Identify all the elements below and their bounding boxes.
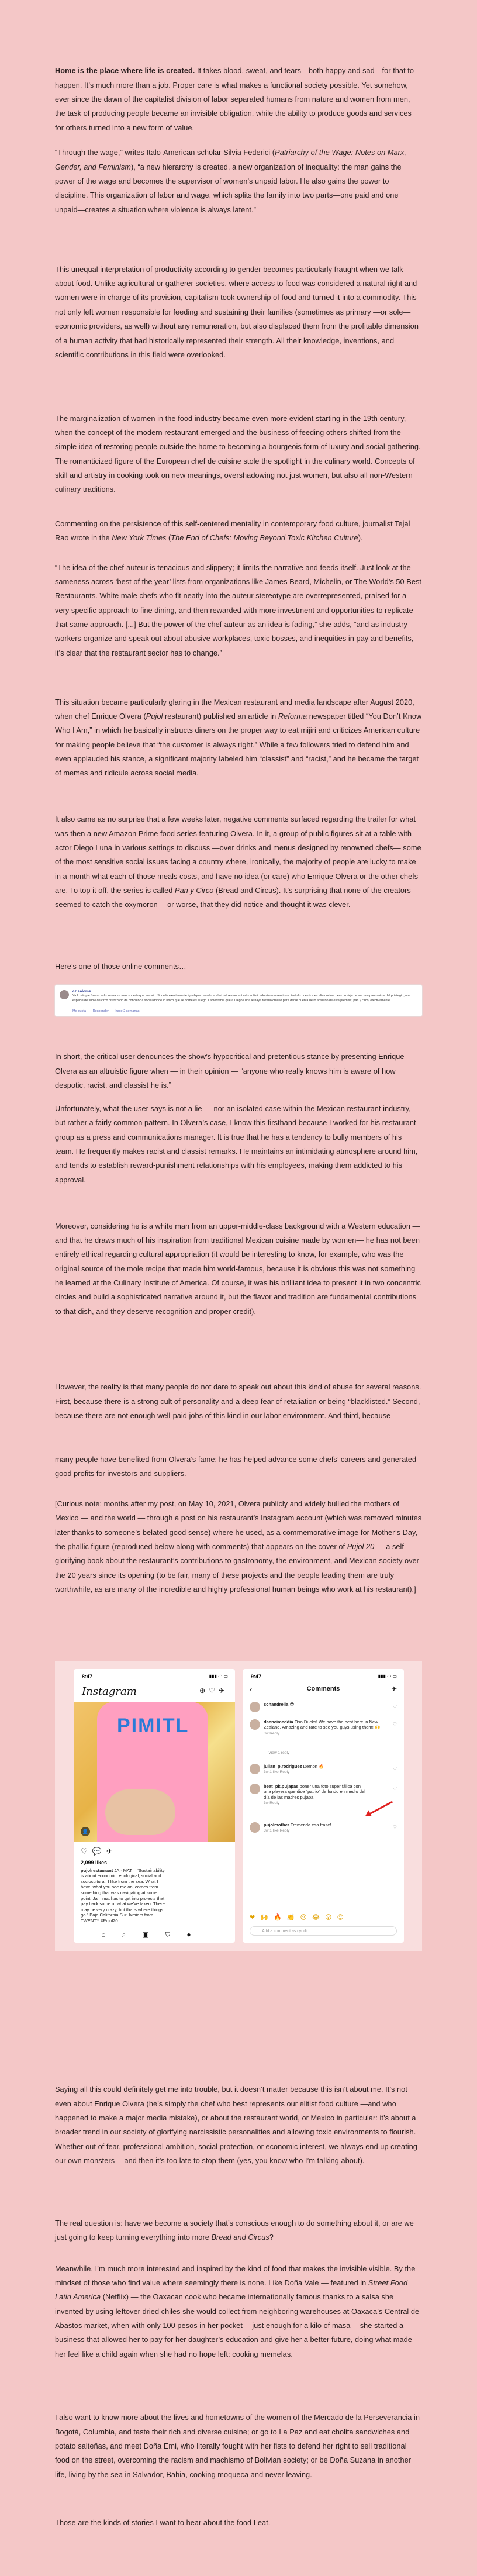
paragraph-critical-user: In short, the critical user denounces the show’s hypocritical and pretentious stance by presenting Enrique Olvera as an altruistic figure when — in their opinion — “anyone who really knows him is aware of how despotic, racist, and classist he is.” — [55, 1052, 405, 1089]
paragraph-real-question: The real question is: have we become a society that’s conscious enough to do something about it, or are we just going to keep turning everything into more Bread and Circus? — [55, 2218, 414, 2242]
avatar — [250, 1764, 260, 1774]
search-icon[interactable]: ⌕ — [122, 1930, 143, 1939]
reply-link[interactable]: Responder — [92, 1009, 109, 1013]
red-arrow-annotation — [367, 1801, 393, 1815]
header-icons — [199, 1687, 228, 1695]
comments-title: Comments — [306, 1685, 340, 1692]
avatar — [250, 1719, 260, 1730]
comment-username[interactable]: beat_pk.pujapas — [264, 1783, 299, 1789]
comment-username[interactable]: julian_p.rodriguez — [264, 1763, 302, 1769]
comment-username: cz.salome — [72, 989, 91, 994]
paragraph-comment-intro: Here’s one of those online comments… — [55, 962, 186, 971]
profile-icon[interactable]: ● — [186, 1930, 208, 1939]
comment-username[interactable]: schandrella — [264, 1701, 289, 1707]
comment-meta: 3w Reply — [264, 1731, 280, 1736]
instagram-logo: Instagram — [82, 1685, 137, 1698]
avatar — [60, 990, 69, 999]
avatar — [250, 1784, 260, 1794]
like-count: 2,099 likes — [81, 1859, 108, 1865]
lead-sentence: Home is the place where life is created. — [55, 66, 195, 75]
comment-meta: 3w 1 like Reply — [264, 1829, 290, 1833]
comment-like-icon[interactable]: ♡ — [392, 1721, 397, 1727]
paragraph-food-productivity: This unequal interpretation of productivity according to gender becomes particularly fraught when we talk about food. Unlike agricultural or gatherer societies, where access to food was considered a natural right and women were in charge of its provision, capitalism took ownership of food and turned it into a commodity. This not only left women responsible for feeding and sustaining their families (sometimes as primary —or sole— economic providers, as well) without any remuneration, but also displaced them from the profitable dimension of a human activity that had historically represented their strength. All their knowledge, inventions, and scientific contributions in this field were overlooked. — [55, 264, 419, 359]
bottom-nav — [74, 1926, 235, 1943]
comment-like-icon[interactable]: ♡ — [392, 1785, 397, 1791]
paragraph-federici-quote: “Through the wage,” writes Italo-American scholar Silvia Federici (Patriarchy of the Wage: Notes on Marx, Gender, and Feminism), “a new hierarchy is created, a new organization of inequality: the man gains the power of the wage and becomes the supervisor of women’s unpaid labor. He also gains the power to discipline. This organization of labor and wage, which splits the family into two parts—one paid and one unpaid—creates a situation where violence is always latent.” — [55, 148, 406, 214]
share-icon[interactable]: ✈ — [106, 1846, 117, 1856]
paragraph-intro: Home is the place where life is created. It takes blood, sweat, and tears—both happy and sad—for that to happen. It’s much more than a job. Proper care is what makes a functional society possible. Yet somehow, ever since the dawn of the capitalist division of labor separated humans from nature and women from men, the task of producing people became an invisible obligation, while the ability to produce goods and services for others turned into a new form of value. — [55, 66, 414, 132]
like-icon[interactable]: ♡ — [81, 1846, 92, 1856]
messenger-icon[interactable]: ✈ — [218, 1686, 228, 1695]
add-comment-input[interactable]: Add a comment as cyndil... — [250, 1926, 397, 1936]
comment-meta: 3w 1 like Reply — [264, 1770, 290, 1775]
status-time: 9:47 — [251, 1673, 262, 1680]
view-replies-link[interactable]: — View 1 reply — [264, 1750, 290, 1755]
comment-like-icon[interactable]: ♡ — [392, 1765, 397, 1771]
paragraph-firsthand: Unfortunately, what the user says is not a lie — nor an isolated case within the Mexican restaurant industry, but rather a fairly common pattern. In Olvera’s case, I know this firsthand because I worked for his restaurant group as a press and communications manager. It is true that he has a tendency to bully members of his team. He frequently makes racist and classist remarks. He maintains an intimidating atmosphere around him, and tends to establish reward-punishment relationships with his employees, making them addicted to his approval. — [55, 1103, 418, 1184]
post-caption: pujolrestaurant JA · MAT – “Sustainability is about economic, ecological, social and sociocultural. I like from the sea. What I have, what you see me on, comes from something that was navigating at some point. Ja – mat has to get into projects that pay back some of what we’ve taken. There may be very crazy, but that’s where things go.” Baja California Sur. Ixmiam from TWENTY #Pujol20 — [81, 1867, 165, 1924]
paragraph-curious-note: [Curious note: months after my post, on May 10, 2021, Olvera publicly and widely bullied the mothers of Mexico — and the world — through a post on his restaurant’s Instagram account (which was removed minutes later thanks to someone’s belated good sense) where he used, as a commemorative image for Mother’s Day, the phallic figure (reproduced below along with comments) that appears on the cover of Pujol 20 — a self-glorifying book about the restaurant’s contributions to gastronomy, the environment, and Mexican society over the 20 years since its opening (to be fair, many of these projects and the people leading them are truly worthwhile, as are many of the incredible and highly professional human beings who work at his restaurant).] — [55, 1499, 422, 1594]
shop-icon[interactable]: ⛉ — [165, 1930, 187, 1939]
comment-time: hace 2 semanas — [115, 1009, 140, 1013]
status-icons: ▮▮▮ ◠ ▭ — [378, 1673, 397, 1679]
emoji-reactions[interactable]: ❤ 🙌 🔥 👏 😢 😂 😮 😍 — [250, 1913, 345, 1921]
caption-username[interactable]: pujolrestaurant — [81, 1867, 113, 1873]
paragraph-fear: However, the reality is that many people do not dare to speak out about this kind of abuse for several reasons. First, because there is a strong cult of personality and a deep fear of retaliation or being “blacklisted.” Second, because there are not enough well-paid jobs of this kind in our labor environment. And third, because — [55, 1382, 421, 1420]
like-link[interactable]: Me gusta — [72, 1009, 87, 1013]
comment-meta: 3w Reply — [264, 1801, 280, 1806]
status-time: 8:47 — [82, 1673, 93, 1680]
user-tag-icon[interactable]: 👤 — [81, 1827, 90, 1836]
comment-like-icon[interactable]: ♡ — [392, 1824, 397, 1830]
post-actions — [81, 1847, 117, 1856]
paragraph-pan-y-circo: It also came as no surprise that a few weeks later, negative comments surfaced regarding the trailer for what was then a new Amazon Prime food series featuring Olvera. In it, a group of public figures sit at a table with actor Diego Luna in various settings to discuss —over drinks and menus designed by renowned chefs— some of the most sensitive social issues facing a country where, ironically, the majority of people are lucky to make in a month what each of those meals costs, and have no idea (or care) who Enrique Olvera or the other chefs are. To top it off, the series is called Pan y Circo (Bread and Circus). It’s surprising that none of the creators seemed to catch the oxymoron —or worse, that they did notice and thought it was clever. — [55, 815, 421, 909]
paragraph-women-markets: I also want to know more about the lives and hometowns of the women of the Mercado de la Perseverancia in Bogotá, Columbia, and taste their rich and diverse cuisine; or go to La Paz and eat cholita sandwiches and potato salteñas, and meet Doña Emi, who literally fought with her fists to defend her right to sell traditional food on the street, overcoming the racism and machismo of Bolivian society; or be Doña Suzana in another life, living by the sea in Salvador, Bahia, cooking moqueca and never leaving. — [55, 2413, 420, 2479]
paragraph-benefited: many people have benefited from Olvera’s fame: he has helped advance some chefs’ careers and generated good profits for investors and suppliers. — [55, 1454, 417, 1478]
paragraph-appropriation: Moreover, considering he is a white man from an upper-middle-class background with a Western education —and that he draws much of his inspiration from traditional Mexican cuisine made by women— he has not been entirely ethical regarding cultural appropriation (it would be interesting to know, for example, who was the original source of the mole recipe that made him world-famous, because it is obvious this was not something he learned at the Culinary Institute of America. Of course, it was his brilliant idea to present it in two concentric circles and build a sophisticated narrative around it, but the flavor and tradition are fundamental contributions to that dish, and they deserve recognition and proper credit). — [55, 1221, 421, 1316]
back-arrow-icon[interactable]: ‹ — [250, 1684, 253, 1694]
hand-shape — [105, 1789, 175, 1835]
avatar — [250, 1822, 260, 1833]
paragraph-olvera-article: This situation became particularly glaring in the Mexican restaurant and media landscape after August 2020, when chef Enrique Olvera (Pujol restaurant) published an article in Reforma newspaper titled “You Don’t Know Who I Am,” in which he basically instructs diners on the proper way to eat mijiri and criticizes American culture for making people believe that “the customer is always right.” While a few followers tried to defend him and even applauded his stance, a significant majority labeled him “classist” and “racist,” and he became the target of memes and ridicule across social media. — [55, 697, 422, 778]
home-icon[interactable]: ⌂ — [101, 1930, 122, 1939]
status-icons: ▮▮▮ ◠ ▭ — [209, 1673, 228, 1679]
paragraph-trouble: Saying all this could definitely get me into trouble, but it doesn’t matter because this isn’t about me. It’s not even about Enrique Olvera (he’s simply the chef who best represents our elitist food culture —and who happened to make a major media mistake), or about the restaurant world, or Mexico in particular: it’s about a broader trend in our society of glorifying narcissistic personalities and allowing toxic environments to flourish. Whether out of fear, professional ambition, social protection, or economic interest, we always end up creating our own monsters —and then it’s too late to stop them (yes, you know who I’m talking about). — [55, 2085, 417, 2165]
paragraph-rao-intro: Commenting on the persistence of this self-centered mentality in contemporary food culture, journalist Tejal Rao wrote in the New York Times (The End of Chefs: Moving Beyond Toxic Kitchen Culture). — [55, 519, 410, 543]
comment-like-icon[interactable]: ♡ — [392, 1703, 397, 1709]
shirt-print: PIMITL — [117, 1714, 189, 1737]
reels-icon[interactable]: ▣ — [142, 1930, 165, 1939]
online-comment-screenshot — [55, 985, 422, 1016]
instagram-post-phone — [74, 1669, 235, 1943]
post-photo — [74, 1702, 235, 1842]
instagram-screenshots — [55, 1661, 422, 1951]
comment-username[interactable]: daeneimeddia — [264, 1719, 293, 1725]
heart-icon[interactable]: ♡ — [209, 1686, 219, 1695]
send-icon[interactable]: ✈ — [390, 1684, 397, 1693]
comment-text: Ya lo sé que fueron todo lo cuadra mas sucede que me sé... Sucede exactamente igual que cuando el chef del restaurant más sofisticado viene a servirnos: todo lo que dice es alta cocina, pero no deja de ser una pantomima del privilegio, una especie de show de circo disfrazado de conciencia social donde lo único que se come es el ego. Lamentable que a Diego Luna le haya faltado criterio para darse cuenta de lo absurdo de esta premisa; pan y circo, efectivamente. — [72, 994, 411, 1003]
instagram-comments-phone: 9:47 ▮▮▮ ◠ ▭ ‹ Comments ✈ schandrella 😍 ♡ daeneimeddia Oso Ducks! We have the best here in New Zealand. Amazing and rare to see you guys using them! 🙌 3w Reply ♡ — View 1 reply julian_p.rodriguez Demon 🔥 3w 1 like Reply ♡ beat_pk.pujapas poner una foto super fálica con una playera que dice “patrio” de fondo en medio del día de las madres pujapa 3w Reply ♡ pujolmother Tremenda esa frase! 3w 1 like Reply ♡ ❤ 🙌 🔥 👏 😢 😂 😮 😍 Add a comment as cyndil... — [243, 1669, 404, 1943]
paragraph-marginalization: The marginalization of women in the food industry became even more evident starting in the 19th century, when the concept of the modern restaurant emerged and the business of feeding others shifted from the simple idea of restoring people outside the home to becoming a bourgeois form of luxury and social gathering. The romanticized figure of the European chef de cuisine stole the spotlight in the culinary world. Concepts of skill and artistry in cooking took on new meanings, overshadowing not just women, but also all non-Western culinary traditions. — [55, 413, 421, 494]
book-title: Patriarchy of the Wage: Notes on Marx, Gender, and Feminism — [55, 148, 406, 171]
comment-icon[interactable]: 💬 — [92, 1846, 106, 1856]
comment-actions — [72, 1009, 146, 1013]
paragraph-dona-vale: Meanwhile, I’m much more interested and inspired by the kind of food that makes the invisible visible. By the mindset of those who find value where seemingly there is none. Like Doña Vale — featured in Street Food Latin America (Netflix) — the Oaxacan cook who became internationally famous thanks to a salsa she invented by using leftover dried chiles she would collect from neighboring warehouses at Oaxaca’s Central de Abastos market, when with only 100 pesos in her pocket —just enough for a kilo of masa— she started a business that allowed her to pay for her daughter’s education and give her a better future, doing what made her feel like a child again when she had no hope left: cooking memelas. — [55, 2264, 420, 2358]
comment-username[interactable]: pujolmother — [264, 1822, 289, 1827]
add-icon[interactable]: ⊕ — [199, 1686, 209, 1695]
paragraph-rao-quote: “The idea of the chef-auteur is tenacious and slippery; it limits the narrative and feeds itself. Just look at the sameness across ‘best of the year’ lists from organizations like James Beard, Michelin, or The World’s 50 Best Restaurants. White male chefs who fit neatly into the auteur stereotype are overrepresented, praised for a very specific approach to fine dining, and then rewarded with more investment and opportunities to replicate that same approach. [...] But the power of the chef-auteur as an idea is fading,” she adds, “and as industry workers organize and speak out about abusive workplaces, toxic bosses, and inequities in pay and benefits, it’s clear that the restaurant sector has to change.” — [55, 563, 421, 657]
paragraph-closing: Those are the kinds of stories I want to hear about the food I eat. — [55, 2518, 271, 2527]
avatar — [250, 1702, 260, 1712]
